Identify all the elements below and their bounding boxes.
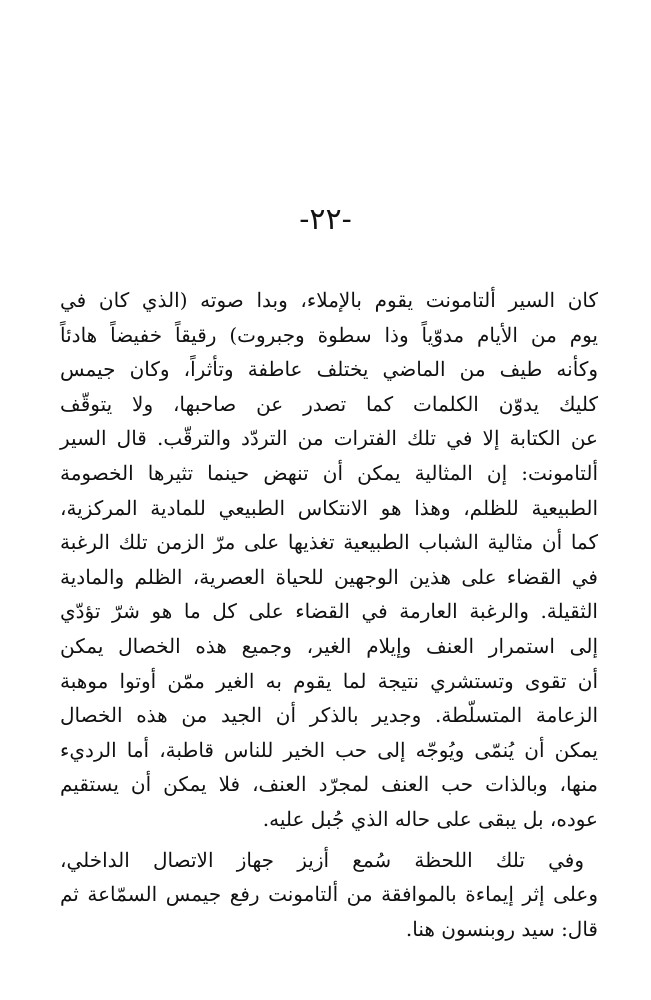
text-line: أن تقوى وتستشري نتيجة لما يقوم به الغير ممّن أوتوا موهبة (60, 668, 598, 693)
text-line: يمكن أن يُنمّى ويُوجّه إلى حب الخير للناس قاطبة، أما الرديء (60, 737, 598, 762)
text-line: وفي تلك اللحظة سُمع أزيز جهاز الاتصال الداخلي، (60, 847, 584, 872)
body-text (60, 283, 598, 946)
text-line: عوده، بل يبقى على حاله الذي جُبل عليه. (262, 806, 598, 831)
paragraph-2 (60, 843, 598, 947)
text-line: ألتامونت: إن المثالية يمكن أن تنهض حينما تثيرها الخصومة (60, 460, 598, 485)
text-line: وكأنه طيف من الماضي يختلف عاطفة وتأثراً، وكان جيمس (60, 357, 598, 382)
text-line: كان السير ألتامونت يقوم بالإملاء، وبدا صوته (الذي كان في (60, 288, 598, 312)
text-line: كما أن مثالية الشباب الطبيعية تغذيها على مرّ الزمن تلك الرغبة (60, 530, 598, 555)
text-line: الطبيعية للظلم، وهذا هو الانتكاس الطبيعي للمادية المركزية، (60, 495, 598, 520)
text-line: قال: سيد روبنسون هنا. (405, 916, 598, 941)
text-line: عن الكتابة إلا في تلك الفترات من التردّد والترقّب. قال السير (60, 426, 598, 451)
text-line: في القضاء على هذين الوجهين للحياة العصرية، الظلم والمادية (60, 564, 598, 589)
paragraph-1 (60, 283, 598, 837)
text-line: منها، وبالذات حب العنف لمجرّد العنف، فلا يمكن أن يستقيم (60, 772, 598, 797)
text-line: وعلى إثر إيماءة بالموافقة من ألتامونت رفع جيمس السمّاعة ثم (60, 882, 598, 907)
text-line: الزعامة المتسلّطة. وجدير بالذكر أن الجيد من هذه الخصال (60, 703, 598, 728)
page-number: -٢٢- (299, 202, 352, 237)
text-line: إلى استمرار العنف وإيلام الغير، وجميع هذه الخصال يمكن (60, 633, 598, 658)
text-line: الثقيلة. والرغبة العارمة في القضاء على كل ما هو شرّ تؤدّي (60, 599, 598, 624)
text-line: كليك يدوّن الكلمات كما تصدر عن صاحبها، ولا يتوقّف (60, 391, 598, 416)
text-line: يوم من الأيام مدوّياً وذا سطوة وجبروت) رقيقاً خفيضاً هادئاً (60, 322, 598, 347)
